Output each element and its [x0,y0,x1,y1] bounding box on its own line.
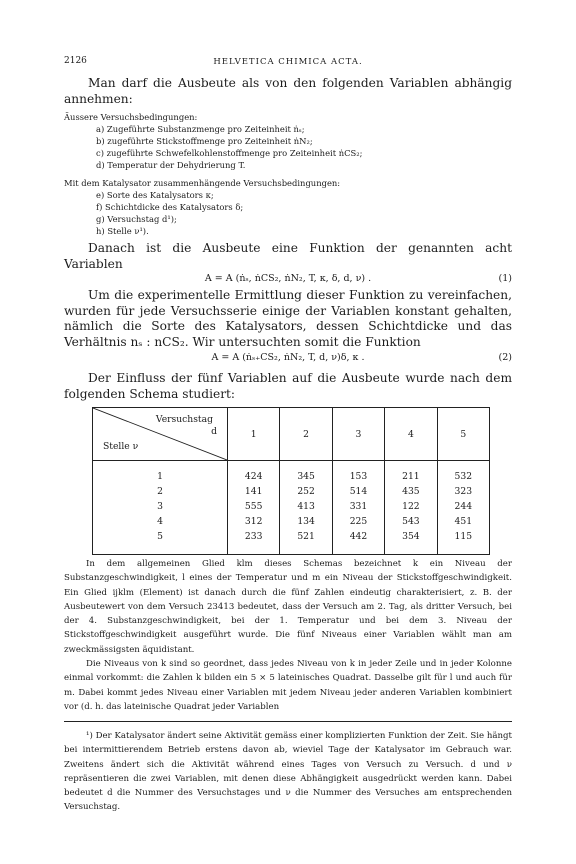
paragraph-2: Die Niveaus von k sind so geordnet, dass jedes Niveau von k in jeder Zeile und in jeder Kolonne einmal vorkommt: die Zahlen k bilden ein 5 × 5 lateinisches Quadrat. Dasselbe gilt für l und auch für m. Dabei kommt jedes Niveau einer Variablen mit jedem Niveau jeder anderen Variablen kombiniert vor (d. h. das lateinische Quadrat jeder Variablen [64,659,512,712]
table-cell: 331 [332,499,384,514]
table-cell: 555 [228,499,280,514]
column-header: 5 [437,408,489,461]
row-label: 4 [93,514,228,529]
table-cell: 345 [280,461,332,485]
equation-1-number: (1) [498,273,512,284]
catalyst-conditions-heading: Mit dem Katalysator zusammenhängende Versuchsbedingungen: [64,178,341,188]
condition-item: a) Zugeführte Substanzmenge pro Zeiteinheit ṅₛ; [96,124,305,134]
condition-item: d) Temperatur der Dehydrierung T. [96,160,246,170]
table-cell: 514 [332,484,384,499]
corner-label-day: Versuchstag [155,414,213,425]
condition-item: f) Schichtdicke des Katalysators δ; [96,202,244,212]
row-label: 1 [93,461,228,485]
text-before-eq1: Danach ist die Ausbeute eine Funktion der genannten acht Variablen [64,241,512,271]
column-header: 2 [280,408,332,461]
table-cell: 233 [228,529,280,555]
paragraph-1: In dem allgemeinen Glied klm dieses Schemas bezeichnet k ein Niveau der Substanzgeschwindigkeit, l eines der Temperatur und m ein Niveau der Stickstoffgeschwindigkeit. Ein Glied ijklm (Element) ist danach durch die fünf Zahlen eindeutig charakterisiert, z. B. der Ausbeutewert von dem Versuch 23413 bedeutet, dass der Versuch am 2. Tag, als dritter Versuch, bei der 4. Substanzgeschwindigkeit, bei der 1. Temperatur und bei dem 3. Niveau der Stickstoffgeschwindigkeit ausgeführt wurde. Die fünf Niveaus einer Variablen wählt man am zweckmässigsten äquidistant. [64,559,512,655]
table-row [93,529,490,555]
table-cell: 532 [437,461,489,485]
table-row [93,484,490,499]
condition-item: e) Sorte des Katalysators κ; [96,190,214,200]
table-cell: 225 [332,514,384,529]
equation-1-formula: A = A (ṅₛ, ṅCS₂, ṅN₂, T, κ, δ, d, ν) . [204,273,372,284]
column-header: 3 [332,408,384,461]
table-corner-cell [93,408,228,461]
footnote-divider [64,721,512,722]
table-cell: 122 [385,499,437,514]
latin-square-table [92,407,490,555]
row-label: 5 [93,529,228,555]
table-cell: 153 [332,461,384,485]
external-conditions-heading: Äussere Versuchsbedingungen: [64,112,198,122]
table-cell: 435 [385,484,437,499]
table-row [93,514,490,529]
column-header: 4 [385,408,437,461]
table-cell: 312 [228,514,280,529]
table-cell: 141 [228,484,280,499]
table-cell: 252 [280,484,332,499]
table-cell: 413 [280,499,332,514]
table-row [93,499,490,514]
condition-item: g) Versuchstag d¹); [96,214,177,224]
catalyst-conditions-list [64,177,512,237]
condition-item: c) zugeführte Schwefelkohlenstoffmenge pro Zeiteinheit ṅCS₂; [96,148,363,158]
table-cell: 424 [228,461,280,485]
text-before-schema: Der Einfluss der fünf Variablen auf die Ausbeute wurde nach dem folgenden Schema studiert: [64,371,512,401]
column-header: 1 [228,408,280,461]
table-cell: 244 [437,499,489,514]
table-cell: 134 [280,514,332,529]
condition-item: b) zugeführte Stickstoffmenge pro Zeiteinheit ṅN₂; [96,136,313,146]
table-cell: 442 [332,529,384,555]
journal-title: HELVETICA CHIMICA ACTA. [213,57,363,67]
text-before-eq2: Um die experimentelle Ermittlung dieser Funktion zu vereinfachen, wurden für jede Versuchsserie einige der Variablen konstant gehalten, nämlich die Sorte des Katalysators, dessen Schichtdicke und das Verhältnis nₛ : nCS₂. Wir untersuchten somit die Funktion [64,288,512,349]
corner-label-position: Stelle ν [103,441,139,452]
table-cell: 115 [437,529,489,555]
table-cell: 451 [437,514,489,529]
row-label: 2 [93,484,228,499]
table-cell: 211 [385,461,437,485]
table-row [93,461,490,485]
body-paragraphs [64,557,512,714]
footnote: ¹) Der Katalysator ändert seine Aktivität gemäss einer komplizierten Funktion der Zeit. Sie hängt bei intermittierendem Betrieb erstens davon ab, wieviel Tage der Katalysator im Gebrauch war. Zweitens ändert sich die Aktivität während eines Tages von Versuch zu Versuch. d und ν repräsentieren die zwei Variablen, mit denen diese Abhängigkeit ausgedrückt werden kann. Dabei bedeutet d die Nummer des Versuchstages und ν die Nummer des Versuches am entsprechenden Versuchstag. [64,731,512,813]
table-cell: 521 [280,529,332,555]
equation-2-formula: A = A (ṅₛ₊CS₂, ṅN₂, T, d, ν)δ, κ . [211,352,365,363]
condition-item: h) Stelle ν¹). [96,226,149,236]
table-cell: 323 [437,484,489,499]
table-cell: 543 [385,514,437,529]
row-label: 3 [93,499,228,514]
table-cell: 354 [385,529,437,555]
page-number: 2126 [64,56,87,66]
equation-2-number: (2) [498,352,512,363]
intro-text: Man darf die Ausbeute als von den folgenden Variablen abhängig annehmen: [64,76,512,106]
table-header-row [93,408,490,461]
external-conditions-list [64,111,512,171]
corner-label-d: d [211,426,217,437]
